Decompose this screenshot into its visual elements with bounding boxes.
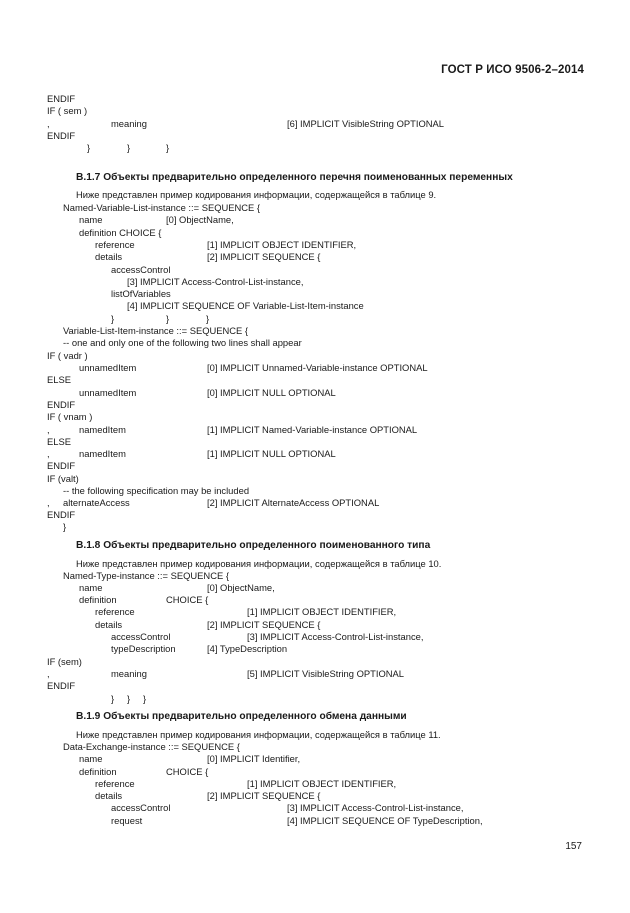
code-line: [1] IMPLICIT NULL OPTIONAL xyxy=(207,448,336,459)
code-line: } xyxy=(63,521,67,532)
code-line: details xyxy=(95,790,123,801)
code-line: -- the following specification may be included xyxy=(63,485,250,496)
code-line: [0] ObjectName, xyxy=(166,214,234,225)
code-line: CHOICE { xyxy=(166,766,209,777)
code-line: [4] IMPLICIT SEQUENCE OF TypeDescription, xyxy=(287,815,483,826)
code-line: , xyxy=(47,668,50,679)
code-line: } xyxy=(111,313,115,324)
code-line: alternateAccess xyxy=(63,497,130,508)
section-number: B.1.9 xyxy=(76,711,101,722)
code-line: name xyxy=(79,214,103,225)
code-line: definition CHOICE { xyxy=(79,227,162,238)
code-line: accessControl xyxy=(111,802,171,813)
code-line: meaning xyxy=(111,118,147,129)
code-line: , xyxy=(47,118,50,129)
code-line: , xyxy=(47,497,50,508)
code-line: [5] IMPLICIT VisibleString OPTIONAL xyxy=(247,668,404,679)
code-line: [0] ObjectName, xyxy=(207,582,275,593)
code-line: IF ( vadr ) xyxy=(47,350,88,361)
section-title: Объекты предварительно определенного перечня поименованных переменных xyxy=(103,172,513,183)
code-line: reference xyxy=(95,606,135,617)
code-line: namedItem xyxy=(79,448,126,459)
code-line: reference xyxy=(95,239,135,250)
code-line: ENDIF xyxy=(47,460,76,471)
section-number: B.1.8 xyxy=(76,540,101,551)
code-line: request xyxy=(111,815,143,826)
section-title: Объекты предварительно определенного поименованного типа xyxy=(103,540,431,551)
code-line: Variable-List-Item-instance ::= SEQUENCE { xyxy=(63,325,249,336)
code-line: IF ( sem ) xyxy=(47,105,88,116)
code-line: } xyxy=(127,693,131,704)
paragraph-line: Ниже представлен пример кодирования информации, содержащейся в таблице 9. xyxy=(76,189,437,200)
code-line: -- one and only one of the following two lines shall appear xyxy=(63,337,302,348)
code-line: [3] IMPLICIT Access-Control-List-instance, xyxy=(127,276,304,287)
code-line: [0] IMPLICIT NULL OPTIONAL xyxy=(207,387,336,398)
code-line: reference xyxy=(95,778,135,789)
code-line: ELSE xyxy=(47,436,71,447)
code-line: } xyxy=(127,142,131,153)
section-heading xyxy=(76,711,407,722)
code-line: [1] IMPLICIT Named-Variable-instance OPTIONAL xyxy=(207,424,418,435)
code-line: [2] IMPLICIT SEQUENCE { xyxy=(207,251,321,262)
code-line: accessControl xyxy=(111,631,171,642)
code-line: details xyxy=(95,251,123,262)
code-line: [2] IMPLICIT SEQUENCE { xyxy=(207,619,321,630)
code-line: } xyxy=(87,142,91,153)
code-line: [0] IMPLICIT Identifier, xyxy=(207,753,301,764)
code-line: [4] TypeDescription xyxy=(207,643,288,654)
code-line: } xyxy=(206,313,210,324)
code-line: definition xyxy=(79,594,117,605)
code-line: listOfVariables xyxy=(111,288,171,299)
code-line: } xyxy=(111,693,115,704)
code-line: [0] IMPLICIT Unnamed-Variable-instance OPTIONAL xyxy=(207,362,428,373)
code-line: unnamedItem xyxy=(79,387,137,398)
code-line: [1] IMPLICIT OBJECT IDENTIFIER, xyxy=(207,239,357,250)
code-line: unnamedItem xyxy=(79,362,137,373)
section-title: Объекты предварительно определенного обмена данными xyxy=(103,711,407,722)
code-line: [1] IMPLICIT OBJECT IDENTIFIER, xyxy=(247,606,397,617)
section-heading xyxy=(76,540,430,551)
code-line: } xyxy=(143,693,147,704)
code-line: name xyxy=(79,582,103,593)
code-line: ENDIF xyxy=(47,130,76,141)
code-line: typeDescription xyxy=(111,643,176,654)
code-line: [6] IMPLICIT VisibleString OPTIONAL xyxy=(287,118,444,129)
code-line: name xyxy=(79,753,103,764)
code-line: IF (sem) xyxy=(47,656,82,667)
code-line: , xyxy=(47,448,50,459)
code-line: CHOICE { xyxy=(166,594,209,605)
page-number: 157 xyxy=(565,841,582,852)
code-line: ELSE xyxy=(47,374,71,385)
code-line: [4] IMPLICIT SEQUENCE OF Variable-List-Item-instance xyxy=(127,300,364,311)
section-heading xyxy=(76,172,513,183)
code-line: IF (valt) xyxy=(47,473,79,484)
code-line: [2] IMPLICIT AlternateAccess OPTIONAL xyxy=(207,497,380,508)
code-line: meaning xyxy=(111,668,147,679)
code-line: , xyxy=(47,424,50,435)
code-line: [3] IMPLICIT Access-Control-List-instance, xyxy=(247,631,424,642)
code-line: ENDIF xyxy=(47,509,76,520)
paragraph-line: Ниже представлен пример кодирования информации, содержащейся в таблице 10. xyxy=(76,558,442,569)
code-line: details xyxy=(95,619,123,630)
code-line: definition xyxy=(79,766,117,777)
code-line: ENDIF xyxy=(47,680,76,691)
code-line: Named-Variable-List-instance ::= SEQUENCE { xyxy=(63,202,261,213)
paragraph-line: Ниже представлен пример кодирования информации, содержащейся в таблице 11. xyxy=(76,729,441,740)
code-line: } xyxy=(166,142,170,153)
code-line: [3] IMPLICIT Access-Control-List-instance, xyxy=(287,802,464,813)
code-line: ENDIF xyxy=(47,93,76,104)
code-line: IF ( vnam ) xyxy=(47,411,93,422)
code-line: [2] IMPLICIT SEQUENCE { xyxy=(207,790,321,801)
section-number: B.1.7 xyxy=(76,172,101,183)
code-line: } xyxy=(166,313,170,324)
code-line: [1] IMPLICIT OBJECT IDENTIFIER, xyxy=(247,778,397,789)
code-line: Named-Type-instance ::= SEQUENCE { xyxy=(63,570,229,581)
code-line: namedItem xyxy=(79,424,126,435)
document-header: ГОСТ Р ИСО 9506-2–2014 xyxy=(441,64,584,76)
code-line: Data-Exchange-instance ::= SEQUENCE { xyxy=(63,741,240,752)
code-line: ENDIF xyxy=(47,399,76,410)
code-line: accessControl xyxy=(111,264,171,275)
